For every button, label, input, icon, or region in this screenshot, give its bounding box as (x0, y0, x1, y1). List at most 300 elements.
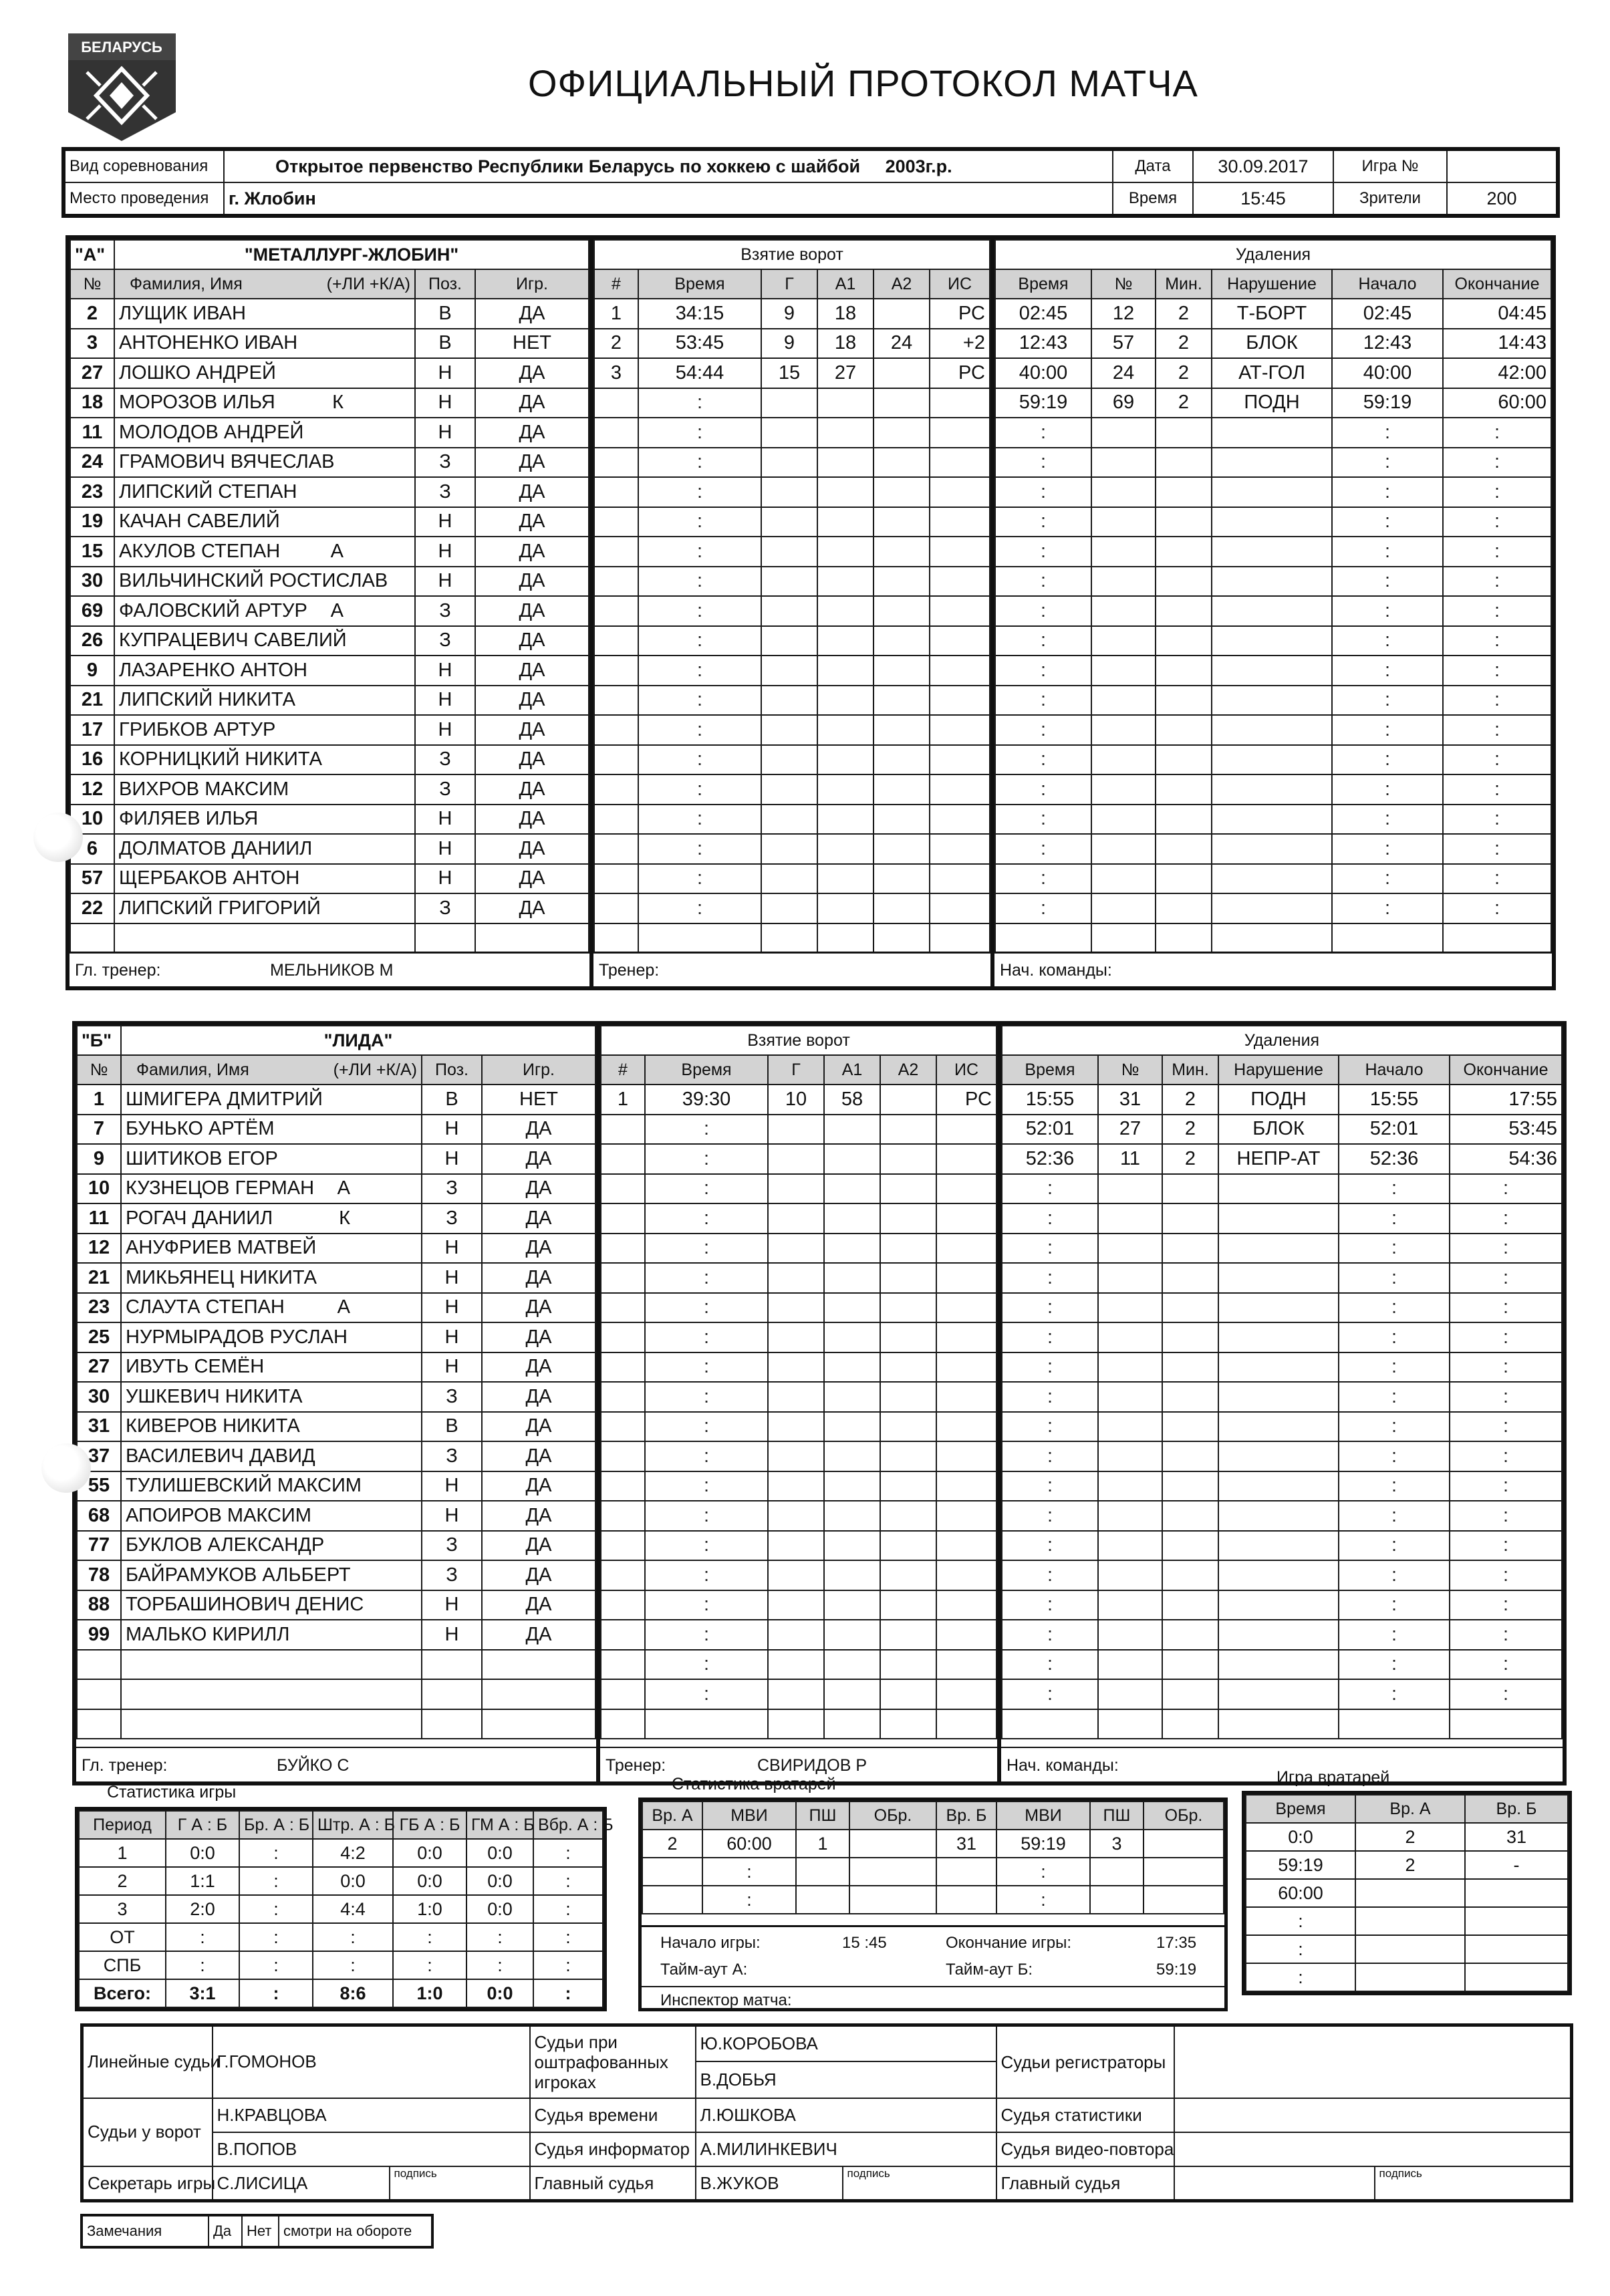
col-played: Игр. (475, 269, 589, 299)
penalty-end (1443, 923, 1551, 954)
goal-situation: РС (936, 1085, 996, 1115)
header-cell: Г А : Б (166, 1811, 239, 1839)
goal-row (601, 1144, 996, 1174)
player-name (121, 1174, 422, 1204)
penalty-player (1098, 1560, 1162, 1590)
penalty-player: 27 (1098, 1115, 1162, 1145)
period-row-cell: : (533, 1951, 603, 1979)
player-played (482, 1679, 595, 1709)
goal-assist-1 (817, 567, 874, 597)
player-name (114, 299, 415, 329)
period-row-cell: : (166, 1923, 239, 1951)
goalie-change-row-cell (1355, 1935, 1465, 1963)
player-name (114, 656, 415, 686)
penalty-infraction (1218, 1441, 1339, 1471)
period-row-cell: ОТ (79, 1923, 166, 1951)
goal-row (594, 893, 990, 923)
remarks-table (80, 2214, 434, 2249)
penalty-end: : (1443, 448, 1551, 478)
period-row (79, 1923, 603, 1951)
penalty-row (995, 358, 1551, 388)
player-row (70, 626, 589, 656)
penalty-end: : (1450, 1441, 1562, 1471)
player-name-text: РОГАЧ ДАНИИЛ (126, 1207, 273, 1229)
header-cell: МВИ (996, 1802, 1090, 1830)
informer-label: Судья информатор (530, 2132, 696, 2166)
player-name (121, 1590, 422, 1620)
penalty-infraction (1218, 1322, 1339, 1352)
player-played: ДА (475, 864, 589, 894)
goal-situation (936, 1560, 996, 1590)
goal-situation (936, 1650, 996, 1680)
head-coach-value: БУЙКО С (277, 1756, 350, 1775)
goal-row (594, 537, 990, 567)
goal-row (594, 358, 990, 388)
goal-situation (936, 1501, 996, 1531)
penalty-start: : (1332, 567, 1443, 597)
penalty-minutes (1162, 1679, 1218, 1709)
penalty-start: : (1339, 1501, 1450, 1531)
goal-row (601, 1234, 996, 1264)
penalty-row (1002, 1085, 1562, 1115)
goal-situation (936, 1263, 996, 1293)
penalty-player (1091, 805, 1156, 835)
player-name (121, 1501, 422, 1531)
penalty-time: : (1002, 1679, 1098, 1709)
penalty-player (1091, 715, 1156, 745)
player-name-text: АНТОНЕНКО ИВАН (119, 332, 298, 354)
penalty-start: : (1332, 745, 1443, 775)
goal-time: : (638, 448, 761, 478)
penalty-row (995, 477, 1551, 507)
goal-assist-1 (824, 1620, 880, 1650)
goal-assist-2 (874, 388, 930, 418)
goal-assist-1 (817, 893, 874, 923)
penalty-time: : (995, 596, 1091, 626)
goal-assist-2 (880, 1560, 936, 1590)
col-p-inf: Нарушение (1212, 269, 1332, 299)
penalty-infraction (1212, 477, 1332, 507)
goal-number (594, 596, 638, 626)
goal-assist-2 (874, 418, 930, 448)
penalty-start: : (1332, 537, 1443, 567)
main-referee-value-2 (1174, 2166, 1375, 2200)
player-number: 31 (77, 1412, 121, 1442)
player-position: Н (422, 1620, 482, 1650)
penalty-start: : (1339, 1679, 1450, 1709)
goal-time: : (638, 567, 761, 597)
goal-assist-2 (874, 805, 930, 835)
period-row-cell: 0:0 (393, 1867, 466, 1895)
goalie-row-cell (849, 1886, 936, 1914)
player-position (422, 1709, 482, 1739)
penalty-time (995, 923, 1091, 954)
period-row-cell: : (313, 1923, 393, 1951)
penalty-minutes (1156, 507, 1212, 537)
goal-assist-2 (880, 1531, 936, 1561)
penalty-row (995, 418, 1551, 448)
player-number (77, 1709, 121, 1739)
penalty-time: : (1002, 1203, 1098, 1234)
player-number: 7 (77, 1115, 121, 1145)
penalty-minutes (1156, 567, 1212, 597)
player-name-text: КОРНИЦКИЙ НИКИТА (119, 748, 322, 770)
goal-row (594, 686, 990, 716)
goalie-change-row (1246, 1935, 1568, 1963)
player-name-text: КАЧАН САВЕЛИЙ (119, 511, 280, 533)
goal-situation (936, 1620, 996, 1650)
goal-scorer (768, 1709, 824, 1739)
penalty-minutes (1156, 418, 1212, 448)
player-row (77, 1144, 595, 1174)
penalty-row (1002, 1650, 1562, 1680)
penalty-start: : (1339, 1293, 1450, 1323)
player-row (77, 1352, 595, 1383)
player-number: 57 (70, 864, 114, 894)
goal-situation (930, 715, 990, 745)
goal-assist-1 (817, 864, 874, 894)
goal-assist-2 (874, 864, 930, 894)
goal-time: : (638, 805, 761, 835)
player-name-text: АНУФРИЕВ МАТВЕЙ (126, 1237, 317, 1259)
player-position (422, 1679, 482, 1709)
team-b-section (72, 1021, 1567, 1785)
penalty-infraction (1212, 715, 1332, 745)
player-position: В (415, 329, 475, 359)
player-number: 10 (77, 1174, 121, 1204)
player-number: 21 (70, 686, 114, 716)
penalty-player (1098, 1441, 1162, 1471)
goalie-row-cell: 1 (796, 1830, 849, 1858)
period-row-cell: : (533, 1895, 603, 1923)
penalty-row (995, 656, 1551, 686)
team-chief-label: Нач. команды: (1000, 961, 1112, 980)
player-position: З (422, 1203, 482, 1234)
goal-situation (930, 626, 990, 656)
player-name (121, 1709, 422, 1739)
penalty-minutes (1162, 1203, 1218, 1234)
col-g-a1: А1 (817, 269, 874, 299)
penalty-minutes (1162, 1501, 1218, 1531)
goalie-stats-title: Статистика вратарей (672, 1775, 836, 1793)
player-name (114, 686, 415, 716)
goal-row (601, 1679, 996, 1709)
goals (593, 239, 994, 986)
col-name: Фамилия, Имя (+ЛИ +К/А) (114, 269, 415, 299)
penalty-time: 52:01 (1002, 1115, 1098, 1145)
goal-row (594, 596, 990, 626)
goalie-row-cell (849, 1830, 936, 1858)
goal-situation (930, 537, 990, 567)
penalty-start: : (1339, 1263, 1450, 1293)
penalty-player (1091, 893, 1156, 923)
goal-assist-1 (817, 596, 874, 626)
penalty-minutes (1162, 1293, 1218, 1323)
goal-time: : (645, 1441, 768, 1471)
goal-assist-2 (880, 1174, 936, 1204)
penalty-player (1098, 1650, 1162, 1680)
player-position: Н (422, 1590, 482, 1620)
goalie-row-cell: 31 (936, 1830, 996, 1858)
goal-time: : (645, 1174, 768, 1204)
goalie-change-row-cell (1465, 1907, 1568, 1935)
goal-row (594, 299, 990, 329)
penalty-start: : (1339, 1590, 1450, 1620)
goalie-row-cell (1090, 1886, 1144, 1914)
player-row (70, 893, 589, 923)
goal-scorer (768, 1234, 824, 1264)
penalty-player (1098, 1471, 1162, 1501)
penalty-minutes: 2 (1162, 1144, 1218, 1174)
penalty-start: : (1339, 1471, 1450, 1501)
penalty-minutes: 2 (1156, 358, 1212, 388)
penalty-end: 14:43 (1443, 329, 1551, 359)
player-position: З (415, 893, 475, 923)
player-name-text: МОЛОДОВ АНДРЕЙ (119, 421, 304, 443)
penalty-end: : (1450, 1263, 1562, 1293)
period-row-cell: : (533, 1979, 603, 2007)
penalty-minutes (1162, 1263, 1218, 1293)
penalty-end: : (1443, 567, 1551, 597)
penalty-infraction (1218, 1234, 1339, 1264)
penalty-player (1098, 1679, 1162, 1709)
penalty-time: : (995, 745, 1091, 775)
goal-assist-2 (880, 1501, 936, 1531)
penalty-minutes (1156, 923, 1212, 954)
goal-assist-1 (824, 1144, 880, 1174)
header-cell: Период (79, 1811, 166, 1839)
penalty-start (1339, 1709, 1450, 1739)
goal-time: : (638, 388, 761, 418)
roster-table (70, 239, 589, 954)
penalty-end: : (1450, 1471, 1562, 1501)
penalty-end: : (1443, 893, 1551, 923)
player-row (77, 1412, 595, 1442)
goal-situation (930, 448, 990, 478)
penalty-row (995, 805, 1551, 835)
goal-number (601, 1679, 645, 1709)
goal-scorer (768, 1412, 824, 1442)
goal-time: : (645, 1590, 768, 1620)
period-row-cell: 3 (79, 1895, 166, 1923)
penalty-player (1098, 1203, 1162, 1234)
player-name (121, 1234, 422, 1264)
secretary-value: С.ЛИСИЦА (213, 2166, 390, 2200)
goal-number (601, 1560, 645, 1590)
header-cell: Вбр. А : Б (533, 1811, 603, 1839)
goal-time: : (638, 418, 761, 448)
goal-time: : (638, 596, 761, 626)
player-played: ДА (475, 358, 589, 388)
period-row-cell: 2 (79, 1867, 166, 1895)
player-played (482, 1650, 595, 1680)
goal-situation: РС (930, 358, 990, 388)
header-cell: ОБр. (849, 1802, 936, 1830)
penalty-row (995, 626, 1551, 656)
goal-number (601, 1352, 645, 1383)
penalty-player (1091, 567, 1156, 597)
period-row-cell: 8:6 (313, 1979, 393, 2007)
col-p-start: Начало (1339, 1055, 1450, 1085)
goalie-row (642, 1830, 1224, 1858)
goal-time: : (645, 1322, 768, 1352)
goal-assist-1: 18 (817, 299, 874, 329)
goal-assist-1 (817, 477, 874, 507)
penalty-minutes (1156, 864, 1212, 894)
player-position: Н (415, 388, 475, 418)
period-row-cell: 1:0 (393, 1979, 466, 2007)
player-played: ДА (482, 1174, 595, 1204)
penalty-time: : (995, 864, 1091, 894)
goalie-row-cell: 3 (1090, 1830, 1144, 1858)
penalty-end: : (1450, 1650, 1562, 1680)
penalties (1001, 1025, 1563, 1781)
game-number-value (1447, 149, 1558, 182)
player-played: ДА (475, 388, 589, 418)
head-coach-label: Гл. тренер: (82, 1756, 168, 1775)
penalty-infraction: НЕПР-АТ (1218, 1144, 1339, 1174)
goal-situation (930, 864, 990, 894)
penalty-row (995, 567, 1551, 597)
player-row (70, 507, 589, 537)
player-number: 27 (70, 358, 114, 388)
goal-assist-1 (817, 448, 874, 478)
goal-assist-2 (880, 1471, 936, 1501)
goal-assist-1 (817, 418, 874, 448)
col-number: № (77, 1055, 121, 1085)
goal-situation (930, 477, 990, 507)
penalty-infraction (1212, 805, 1332, 835)
period-row-cell: 0:0 (313, 1867, 393, 1895)
goal-number (601, 1441, 645, 1471)
officials-table (80, 2023, 1573, 2202)
penalty-minutes (1156, 448, 1212, 478)
goalie-change-row-cell: - (1465, 1851, 1568, 1879)
goal-number (601, 1382, 645, 1412)
goalie-row-cell (796, 1858, 849, 1886)
player-number: 88 (77, 1590, 121, 1620)
penalty-minutes (1162, 1709, 1218, 1739)
goal-situation (936, 1203, 996, 1234)
player-name (114, 745, 415, 775)
goal-row (601, 1590, 996, 1620)
player-played: ДА (482, 1144, 595, 1174)
player-played: ДА (482, 1382, 595, 1412)
penalty-infraction (1218, 1501, 1339, 1531)
goal-row (594, 715, 990, 745)
period-row (79, 1867, 603, 1895)
trainer (593, 952, 990, 986)
goalie-row-cell (936, 1886, 996, 1914)
penalty-start: 40:00 (1332, 358, 1443, 388)
player-played: ДА (482, 1115, 595, 1145)
goal-assist-1 (824, 1293, 880, 1323)
penalties-title: Удаления (995, 240, 1551, 269)
penalty-end: : (1450, 1234, 1562, 1264)
penalty-start: : (1339, 1531, 1450, 1561)
goal-situation (930, 834, 990, 864)
penalty-minutes (1162, 1560, 1218, 1590)
penalty-infraction (1212, 923, 1332, 954)
player-row (77, 1560, 595, 1590)
penalty-start: : (1332, 686, 1443, 716)
goal-number: 1 (601, 1085, 645, 1115)
header-cell: Штр. А : Б (313, 1811, 393, 1839)
goal-assist-1 (817, 686, 874, 716)
main-referee-value: В.ЖУКОВ (696, 2166, 843, 2200)
player-number: 21 (77, 1263, 121, 1293)
goal-time: : (638, 686, 761, 716)
linesman-1: Г.ГОМОНОВ (213, 2025, 530, 2098)
penalty-player (1091, 686, 1156, 716)
goal-assist-1 (817, 715, 874, 745)
player-row (70, 774, 589, 805)
goal-scorer (768, 1501, 824, 1531)
timekeeper-label: Судья времени (530, 2098, 696, 2132)
player-name (114, 923, 415, 954)
goal-assist-1 (824, 1322, 880, 1352)
goal-assist-1 (817, 834, 874, 864)
goal-assist-1 (824, 1441, 880, 1471)
player-name (121, 1263, 422, 1293)
penalty-minutes (1156, 805, 1212, 835)
player-name (121, 1560, 422, 1590)
penalty-time: : (995, 507, 1091, 537)
time-value: 15:45 (1193, 182, 1333, 216)
penalty-row (995, 774, 1551, 805)
penalty-minutes (1162, 1174, 1218, 1204)
penalty-minutes (1156, 537, 1212, 567)
player-row (77, 1501, 595, 1531)
goal-row (594, 448, 990, 478)
penalty-time: : (1002, 1531, 1098, 1561)
player-name (114, 567, 415, 597)
game-number-label: Игра № (1333, 149, 1447, 182)
goal-time: : (645, 1352, 768, 1383)
goal-time: : (638, 745, 761, 775)
period-row-cell: : (239, 1839, 313, 1867)
goal-assist-2 (880, 1441, 936, 1471)
penalty-time: : (1002, 1441, 1098, 1471)
penalty-player (1091, 448, 1156, 478)
col-p-num: № (1098, 1055, 1162, 1085)
goal-time: : (638, 715, 761, 745)
goal-number (601, 1620, 645, 1650)
penalty-time: : (995, 448, 1091, 478)
player-played: ДА (475, 537, 589, 567)
player-played: ДА (475, 626, 589, 656)
goal-assist-1 (817, 745, 874, 775)
player-number: 27 (77, 1352, 121, 1383)
goal-time: : (645, 1471, 768, 1501)
penalty-end: : (1450, 1174, 1562, 1204)
penalty-infraction (1218, 1203, 1339, 1234)
player-position: З (415, 448, 475, 478)
goal-assist-2 (874, 686, 930, 716)
goal-situation (936, 1234, 996, 1264)
player-played: НЕТ (475, 329, 589, 359)
player-number (77, 1650, 121, 1680)
goal-time: : (645, 1560, 768, 1590)
player-position: В (422, 1412, 482, 1442)
player-number: 11 (70, 418, 114, 448)
player-played: ДА (482, 1620, 595, 1650)
penalty-time: : (995, 834, 1091, 864)
penalty-end: : (1450, 1560, 1562, 1590)
period-row-cell: : (466, 1923, 533, 1951)
player-name-text: МИКЬЯНЕЦ НИКИТА (126, 1266, 317, 1288)
player-role: А (337, 1177, 350, 1199)
